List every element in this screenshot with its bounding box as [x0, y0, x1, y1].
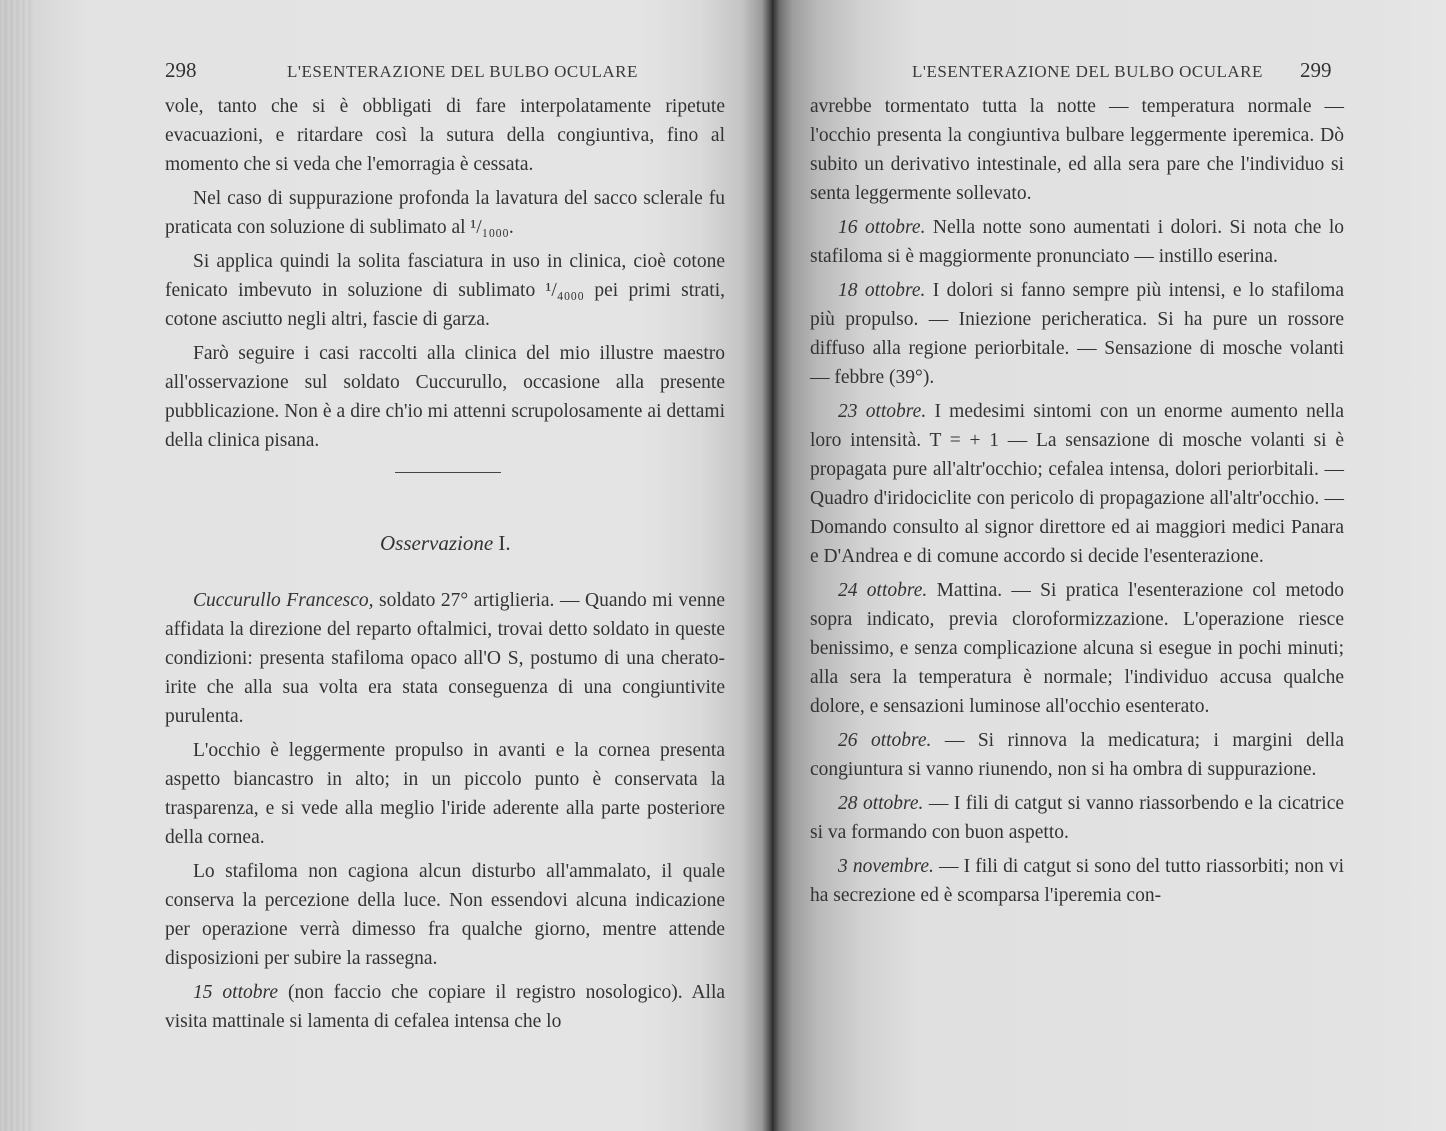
- paragraph: vole, tanto che si è obbligati di fare interpolatamente ripetute evacuazioni, e ritardare così la sutura della congiuntiva, fino al momento che si veda che l'emorragia è cessata.: [165, 96, 725, 175]
- entry-text: — Si rinnova la medicatura; i margini della congiuntura si vanno riunendo, non si ha ombra di suppurazione.: [810, 730, 1344, 780]
- section-number: I.: [498, 531, 511, 555]
- paragraph: Lo stafiloma non cagiona alcun disturbo all'ammalato, il quale conserva la percezione della luce. Non essendovi alcuna indicazione per operazione verrà dimesso fra qualche giorno, mentre attende disposizioni per subire la rassegna.: [165, 861, 725, 969]
- diary-entry: [165, 978, 725, 1036]
- entry-date: 18 ottobre.: [838, 280, 926, 301]
- diary-entry: [810, 852, 1344, 910]
- paragraph: avrebbe tormentato tutta la notte — temperatura normale — l'occhio presenta la congiuntiva bulbare leggermente iperemica. Dò subito un derivativo intestinale, ed alla sera pare che l'individuo si senta leggermente sollevato.: [810, 96, 1344, 204]
- entry-text: Mattina. — Si pratica l'esenterazione col metodo sopra indicato, previa cloroformizzazione. L'operazione riesce benissimo, e senza complicazione alcuna si esegue in pochi minuti; alla sera la temperatura è normale; l'individuo accusa qualche dolore, e sensazioni luminose all'occhio esenterato.: [810, 580, 1345, 717]
- paragraph: L'occhio è leggermente propulso in avanti e la cornea presenta aspetto biancastro in alto; in un piccolo punto è conservata la trasparenza, e si vede alla meglio l'iride aderente alla parte posteriore della cornea.: [165, 740, 725, 848]
- left-bottom-text: [165, 586, 725, 1041]
- entry-date: 23 ottobre.: [838, 401, 927, 422]
- diary-entry: [810, 789, 1344, 847]
- diary-entry: [810, 576, 1344, 721]
- entry-date: 3 novembre.: [838, 856, 934, 877]
- diary-entry: [810, 726, 1344, 784]
- paragraph: Si applica quindi la solita fasciatura in uso in clinica, cioè cotone fenicato imbevuto in soluzione di sublimato ¹/₄₀₀₀ pei primi strati, cotone asciutto negli altri, fascie di garza.: [165, 251, 725, 330]
- left-page-number: 298: [165, 58, 197, 82]
- entry-text: — I fili di catgut si sono del tutto riassorbiti; non vi ha secrezione ed è scomparsa l'iperemia con-: [810, 856, 1344, 906]
- right-running-head: L'ESENTERAZIONE DEL BULBO OCULARE: [912, 62, 1263, 81]
- entry-date: 26 ottobre.: [838, 730, 932, 751]
- section-divider: [395, 472, 501, 473]
- right-page: [772, 0, 1446, 1131]
- entry-text: (non faccio che copiare il registro nosologico). Alla visita mattinale si lamenta di cefalea intensa che lo: [165, 982, 726, 1032]
- paragraph: Nel caso di suppurazione profonda la lavatura del sacco sclerale fu praticata con soluzione di sublimato al ¹/₁₀₀₀.: [165, 188, 725, 238]
- diary-entry: [810, 213, 1344, 271]
- entry-text: I dolori si fanno sempre più intensi, e lo stafiloma più propulso. — Iniezione pericheratica. Si ha pure un rossore diffuso alla regione periorbitale. — Sensazione di mosche volanti — febbre (39°).: [810, 280, 1345, 388]
- right-text: [810, 92, 1344, 915]
- entry-date: 28 ottobre.: [838, 793, 924, 814]
- section-title-label: Osservazione: [380, 531, 494, 555]
- entry-text: I medesimi sintomi con un enorme aumento nella loro intensità. T = + 1 — La sensazione di mosche volanti si è propagata pure all'altr'occhio; cefalea intensa, dolori periorbitali. — Quadro d'iridociclite con pericolo di propagazione all'altr'occhio. — Domando consulto al signor direttore ed ai maggiori medici Panara e D'Andrea e di comune accordo si decide l'esenterazione.: [810, 401, 1345, 567]
- page-edge-strip: [0, 0, 34, 1131]
- right-page-number: 299: [1300, 58, 1332, 82]
- diary-entry: [810, 276, 1344, 392]
- entry-date: 24 ottobre.: [838, 580, 928, 601]
- paragraph: Farò seguire i casi raccolti alla clinica del mio illustre maestro all'osservazione sul soldato Cuccurullo, occasione alla presente pubblicazione. Non è a dire ch'io mi attenni scrupolosamente ai dettami della clinica pisana.: [165, 343, 725, 451]
- left-running-head: L'ESENTERAZIONE DEL BULBO OCULARE: [287, 62, 638, 81]
- entry-text: Nella notte sono aumentati i dolori. Si nota che lo stafiloma si è maggiormente pronunciato — instillo eserina.: [810, 217, 1344, 267]
- entry-date: 16 ottobre.: [838, 217, 926, 238]
- case-intro-text: soldato 27° artiglieria. — Quando mi venne affidata la direzione del reparto oftalmici, trovai detto soldato in queste condizioni: presenta stafiloma opaco all'O S, postumo di una cherato-irite che alla sua volta era stata conseguenza di una congiuntivite purulenta.: [165, 590, 726, 727]
- diary-entry: [810, 397, 1344, 571]
- patient-name: Cuccurullo Francesco,: [193, 590, 374, 611]
- case-intro: [165, 586, 725, 731]
- entry-text: — I fili di catgut si vanno riassorbendo e la cicatrice si va formando con buon aspetto.: [810, 793, 1345, 843]
- section-title: [380, 531, 511, 556]
- entry-date: 15 ottobre: [193, 982, 279, 1003]
- left-top-text: [165, 92, 725, 460]
